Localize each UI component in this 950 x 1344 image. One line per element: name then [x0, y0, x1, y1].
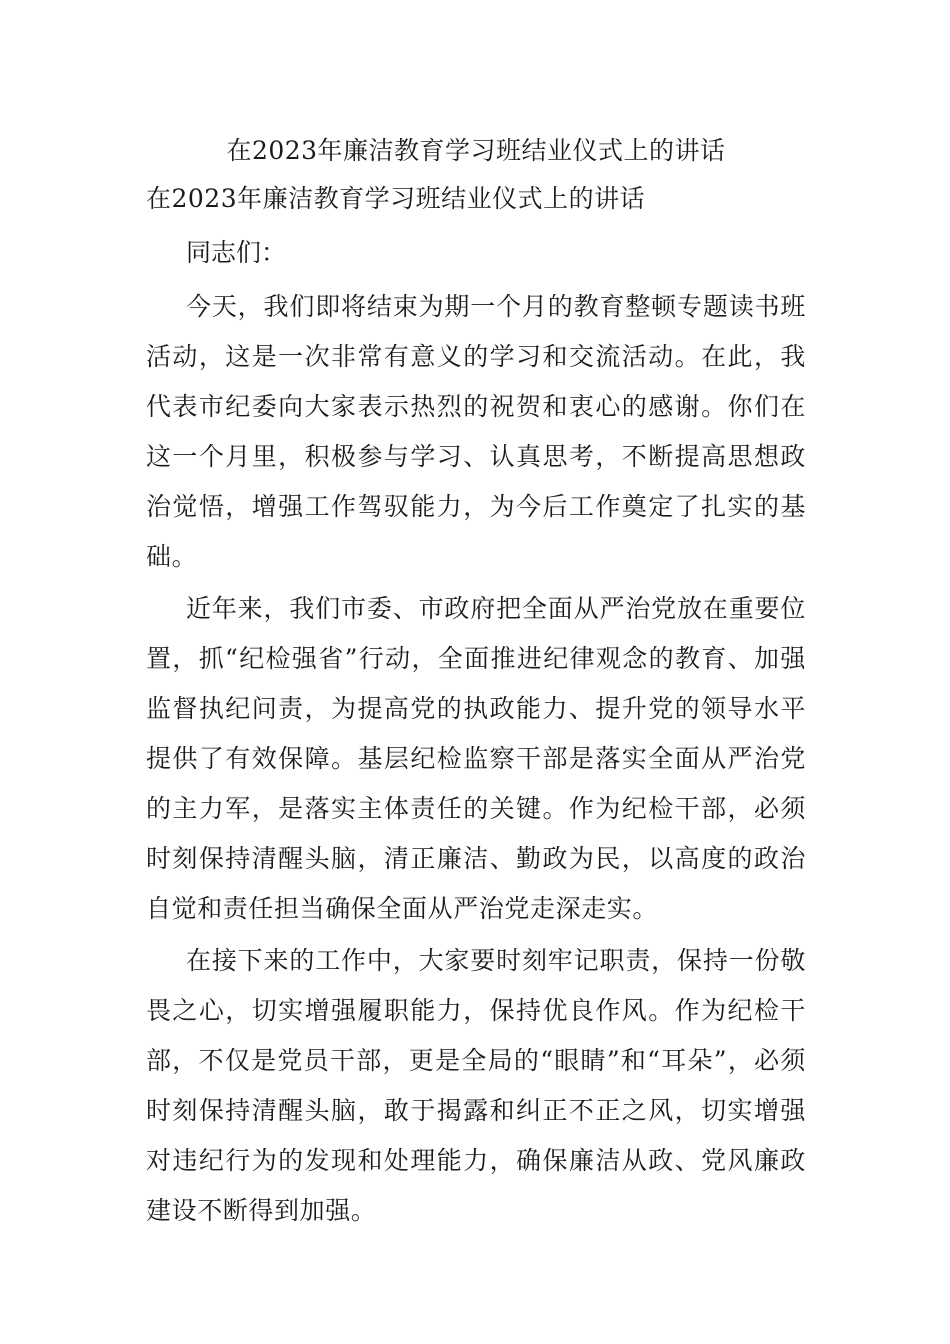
document-page: [146, 128, 806, 1236]
paragraph-3: 在接下来的工作中，大家要时刻牢记职责，保持一份敬畏之心，切实增强履职能力，保持优良作风。作为纪检干部，不仅是党员干部，更是全局的“眼睛”和“耳朵”，必须时刻保持清醒头脑，敢于揭露和纠正不正之风，切实增强对违纪行为的发现和处理能力，确保廉洁从政、党风廉政建设不断得到加强。: [146, 946, 806, 1225]
salutation: 同志们：: [186, 238, 287, 267]
document-subtitle: 在2023年廉洁教育学习班结业仪式上的讲话: [146, 184, 646, 213]
paragraph-1: 今天，我们即将结束为期一个月的教育整顿专题读书班活动，这是一次非常有意义的学习和交流活动。在此，我代表市纪委向大家表示热烈的祝贺和衷心的感谢。你们在这一个月里，积极参与学习、认真思考，不断提高思想政治觉悟，增强工作驾驭能力，为今后工作奠定了扎实的基础。: [146, 292, 806, 571]
paragraph-2: 近年来，我们市委、市政府把全面从严治党放在重要位置，抓“纪检强省”行动，全面推进纪律观念的教育、加强监督执纪问责，为提高党的执政能力、提升党的领导水平提供了有效保障。基层纪检监察干部是落实全面从严治党的主力军，是落实主体责任的关键。作为纪检干部，必须时刻保持清醒头脑，清正廉洁、勤政为民，以高度的政治自觉和责任担当确保全面从严治党走深走实。: [146, 594, 806, 923]
document-title: 在2023年廉洁教育学习班结业仪式上的讲话: [226, 136, 726, 165]
